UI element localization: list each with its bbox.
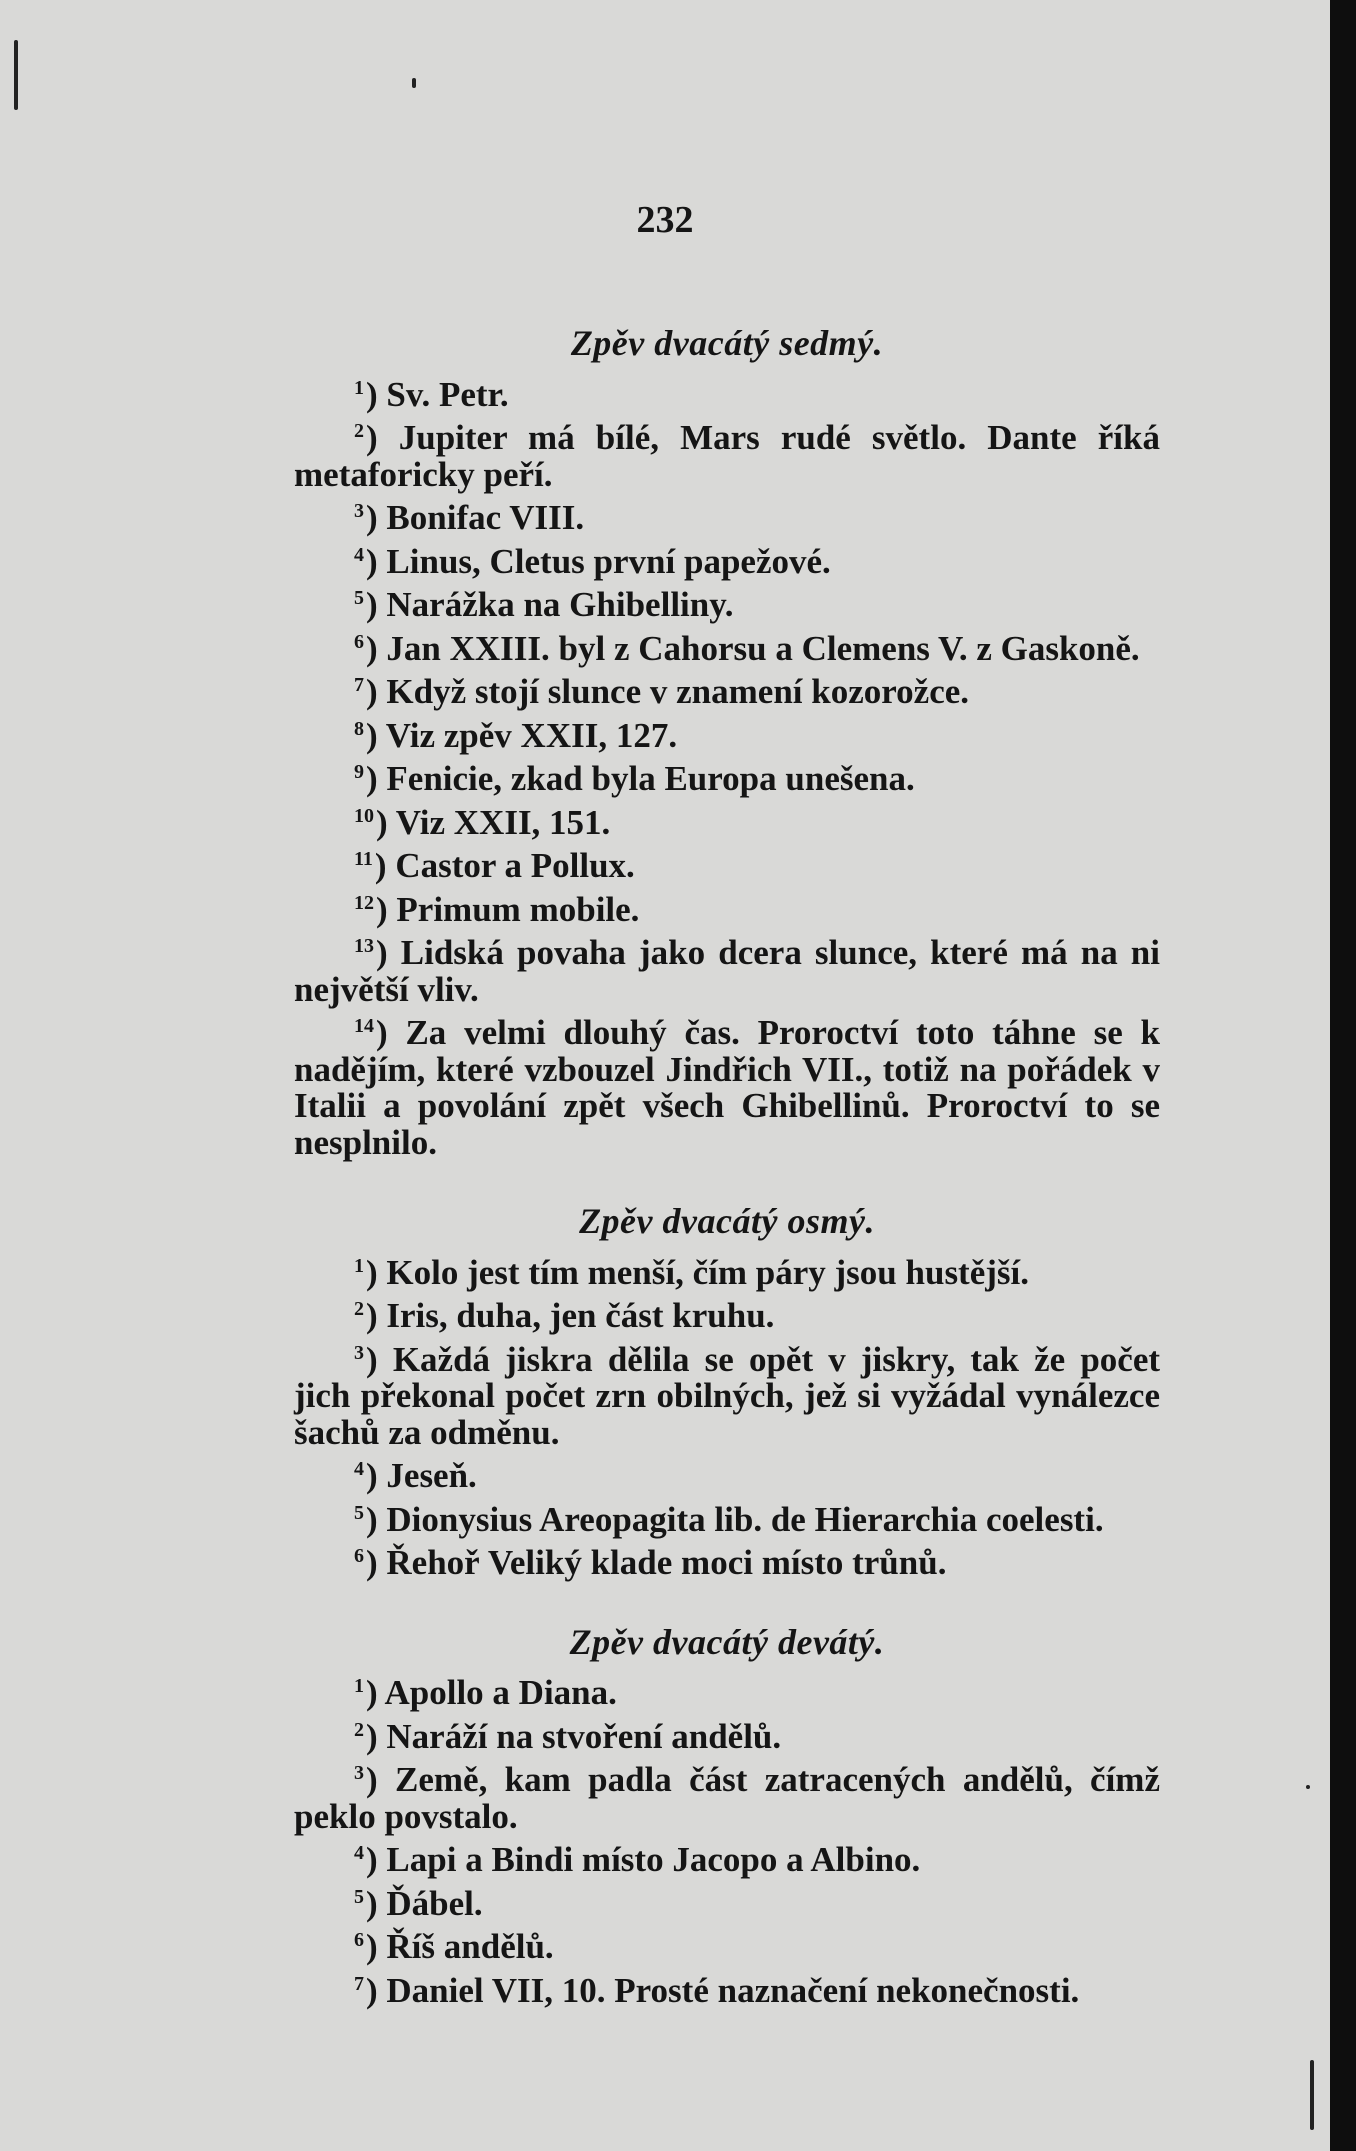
footnote-number: 4 <box>354 1458 364 1480</box>
section-heading: Zpěv dvacátý sedmý. <box>570 323 884 363</box>
footnote-text: Každá jiskra dělila se opět v jiskry, tak že počet jich překonal počet zrn obilných, jež si vyžádal vynálezce šachů za odměnu. <box>294 1339 1161 1452</box>
footnote-text: Daniel VII, 10. Prosté naznačení nekonečnosti. <box>386 1970 1080 2010</box>
footnote: $^5$) Ďábel. <box>354 1883 483 1923</box>
footnote-text: Řehoř Veliký klade moci místo trůnů. <box>386 1543 947 1582</box>
footnote: $^2$) Jupiter má bílé, Mars rudé světlo. Dante říká metaforicky peří. <box>294 418 1160 494</box>
footnote: $^6$) Říš andělů. <box>354 1927 554 1966</box>
scan-speck <box>1306 1785 1310 1789</box>
footnote-number: 1 <box>354 376 364 399</box>
footnote: $^1$) Apollo a Diana. <box>354 1673 617 1712</box>
footnote-text: Naráží na stvoření andělů. <box>386 1716 782 1756</box>
footnote-text: Jupiter má bílé, Mars rudé světlo. Dante říká metaforicky peří. <box>294 418 1160 494</box>
footnote-text: Sv. Petr. <box>386 374 509 414</box>
footnote: $^{10}$) Viz XXII, 151. <box>354 802 611 842</box>
footnote: $^3$) Bonifac VIII. <box>354 498 585 537</box>
footnote-text: Za velmi dlouhý čas. Proroctví toto táhne se k nadějím, které vzbouzel Jindřich VII., totiž na pořádek v Italii a povolání zpět všech Ghibellinů. Proroctví to se nesplnilo. <box>294 1013 1160 1162</box>
footnote-text: Lidská povaha jako dcera slunce, které má na ni největší vliv. <box>294 933 1160 1009</box>
footnote: $^{12}$) Primum mobile. <box>354 889 640 929</box>
footnote-text: Lapi a Bindi místo Jacopo a Albino. <box>386 1840 921 1879</box>
footnotes <box>294 325 1160 2009</box>
footnote-text: Kolo jest tím menší, čím páry jsou hustější. <box>386 1252 1030 1292</box>
footnote-number: 2 <box>354 1298 364 1320</box>
footnote-text: Narážka na Ghibelliny. <box>386 585 734 624</box>
section-canto-29 <box>294 1621 1161 2010</box>
footnote-text: Ďábel. <box>386 1883 483 1923</box>
footnote-number: 3 <box>354 500 364 522</box>
footnote-number: 6 <box>354 1545 364 1567</box>
footnote-number: 6 <box>354 1929 364 1951</box>
footnote: $^1$) Sv. Petr. <box>354 374 509 414</box>
footnote-number: 5 <box>354 1885 364 1908</box>
footnote-text: Castor a Pollux. <box>395 846 635 885</box>
footnote-text: Primum mobile. <box>396 889 640 929</box>
footnote-number: 4 <box>354 1842 364 1864</box>
scan-speck <box>14 40 18 110</box>
footnote-text: Linus, Cletus první papežové. <box>386 541 831 581</box>
footnote-text: Fenicie, zkad byla Europa unešena. <box>386 759 915 798</box>
footnote: $^6$) Jan XXIII. byl z Cahorsu a Clemens V. z Gaskoně. <box>354 628 1140 668</box>
scan-speck <box>412 78 416 88</box>
footnote: $^2$) Naráží na stvoření andělů. <box>354 1716 782 1756</box>
footnote-number: 8 <box>354 717 364 740</box>
footnote-text: Bonifac VIII. <box>386 498 585 537</box>
footnote-number: 10 <box>354 804 374 827</box>
footnote-text: Když stojí slunce v znamení kozorožce. <box>386 672 970 711</box>
footnote: $^5$) Narážka na Ghibelliny. <box>354 585 734 624</box>
footnote: $^5$) Dionysius Areopagita lib. de Hierarchia coelesti. <box>354 1499 1104 1539</box>
footnote-text: Země, kam padla část zatracených andělů, čímž peklo povstalo. <box>294 1760 1161 1836</box>
footnote-number: 4 <box>354 543 364 566</box>
footnote: $^7$) Daniel VII, 10. Prosté naznačení nekonečnosti. <box>354 1970 1080 2010</box>
footnote-text: Říš andělů. <box>386 1927 554 1966</box>
section-canto-27 <box>294 325 1160 1161</box>
footnote-text: Jeseň. <box>386 1456 477 1495</box>
footnote-number: 1 <box>354 1254 364 1277</box>
footnote: $^2$) Iris, duha, jen část kruhu. <box>354 1296 775 1335</box>
section-heading: Zpěv dvacátý osmý. <box>579 1201 875 1241</box>
footnote-number: 2 <box>354 420 364 442</box>
footnote-number: 7 <box>354 674 364 696</box>
footnote-number: 1 <box>354 1675 364 1697</box>
footnote: $^{13}$) Lidská povaha jako dcera slunce, které má na ni největší vliv. <box>294 933 1160 1009</box>
footnote-text: Jan XXIII. byl z Cahorsu a Clemens V. z Gaskoně. <box>386 628 1140 668</box>
footnote: $^4$) Jeseň. <box>354 1456 477 1495</box>
footnote: $^3$) Země, kam padla část zatracených andělů, čímž peklo povstalo. <box>294 1760 1161 1836</box>
footnote-number: 3 <box>354 1762 364 1784</box>
footnote-number: 6 <box>354 630 364 653</box>
footnote-number: 13 <box>354 935 374 957</box>
footnote-number: 5 <box>354 1501 364 1524</box>
footnote-text: Apollo a Diana. <box>384 1673 617 1712</box>
footnote-number: 3 <box>354 1341 364 1364</box>
section-heading: Zpěv dvacátý devátý. <box>569 1621 885 1662</box>
footnote: $^7$) Když stojí slunce v znamení kozorožce. <box>354 672 970 711</box>
footnote-text: Viz XXII, 151. <box>395 802 611 842</box>
footnote: $^{11}$) Castor a Pollux. <box>354 846 635 885</box>
footnote-number: 12 <box>354 891 374 914</box>
page-number: 232 <box>636 199 694 241</box>
footnote-number: 7 <box>354 1972 364 1995</box>
scan-border <box>1330 0 1356 2151</box>
footnote-text: Iris, duha, jen část kruhu. <box>386 1296 775 1335</box>
footnote: $^1$) Kolo jest tím menší, čím páry jsou hustější. <box>354 1252 1030 1292</box>
footnote-number: 11 <box>354 848 373 870</box>
footnote-text: Dionysius Areopagita lib. de Hierarchia coelesti. <box>386 1499 1104 1539</box>
footnote-number: 9 <box>354 761 364 783</box>
section-canto-28 <box>294 1203 1160 1582</box>
footnote: $^4$) Linus, Cletus první papežové. <box>354 541 831 581</box>
footnote: $^9$) Fenicie, zkad byla Europa unešena. <box>354 759 915 798</box>
footnote: $^3$) Každá jiskra dělila se opět v jiskry, tak že počet jich překonal počet zrn obilných, jež si vyžádal vynálezce šachů za odměnu. <box>294 1339 1161 1452</box>
scan-speck <box>1310 2060 1314 2130</box>
footnote-number: 5 <box>354 587 364 609</box>
footnote-number: 14 <box>354 1015 374 1037</box>
footnote: $^6$) Řehoř Veliký klade moci místo trůnů. <box>354 1543 947 1582</box>
footnote-text: Viz zpěv XXII, 127. <box>385 715 678 755</box>
footnote: $^8$) Viz zpěv XXII, 127. <box>354 715 678 755</box>
footnote: $^{14}$) Za velmi dlouhý čas. Proroctví toto táhne se k nadějím, které vzbouzel Jindřich VII., totiž na pořádek v Italii a povolání zpět všech Ghibellinů. Proroctví to se nesplnilo. <box>294 1013 1160 1162</box>
footnote: $^4$) Lapi a Bindi místo Jacopo a Albino. <box>354 1840 921 1879</box>
footnote-number: 2 <box>354 1718 364 1741</box>
